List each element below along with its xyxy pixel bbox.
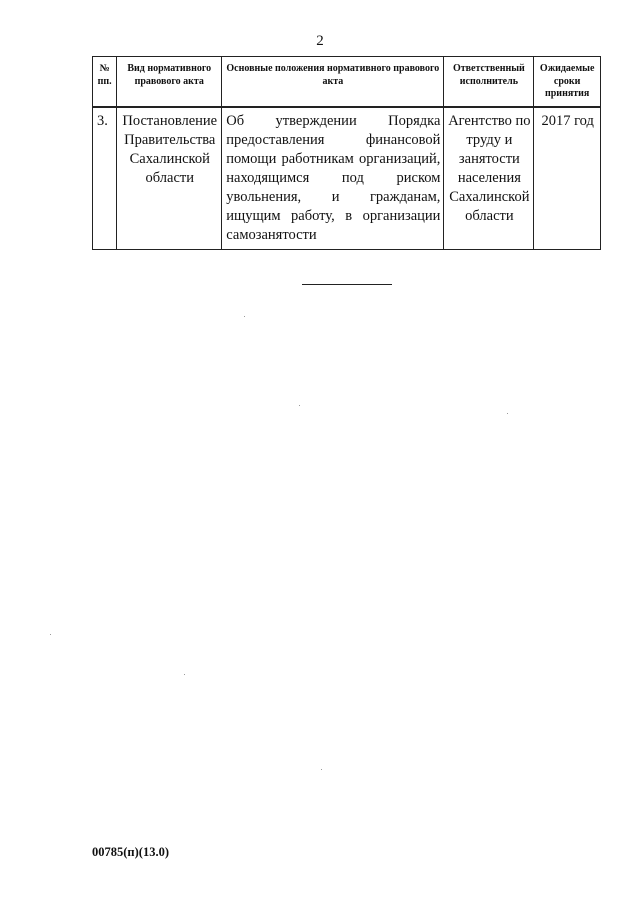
row-executor: Агентство по труду и занятости населения Сахалинской области: [444, 107, 534, 250]
normative-acts-table: [92, 56, 601, 250]
header-deadline: Ожидаемые сроки принятия: [534, 57, 601, 107]
scan-speck: [184, 674, 185, 675]
header-provisions: Основные положения нормативного правового акта: [222, 57, 444, 107]
document-code: 00785(п)(13.0): [92, 845, 169, 859]
scan-speck: [321, 769, 322, 770]
row-act-type: Постановление Правительства Сахалинской области: [117, 107, 222, 250]
scan-speck: [244, 316, 245, 317]
scan-speck: [507, 413, 508, 414]
end-separator-line: [302, 284, 392, 285]
header-act-type: Вид нормативного правового акта: [117, 57, 222, 107]
scan-speck: [299, 405, 300, 406]
row-provisions: Об утверждении Порядка предоставления финансовой помощи работникам организаций, находящимся под риском увольнения, и гражданам, ищущим работу, в организации самозанятости: [222, 107, 444, 250]
header-number: № пп.: [93, 57, 117, 107]
row-number: 3.: [93, 107, 117, 250]
table-header-row: [93, 57, 601, 107]
page-number: 2: [316, 33, 324, 49]
row-deadline: 2017 год: [534, 107, 601, 250]
header-executor: Ответственный исполнитель: [444, 57, 534, 107]
table-row: [93, 107, 601, 250]
scan-speck: [50, 634, 51, 635]
